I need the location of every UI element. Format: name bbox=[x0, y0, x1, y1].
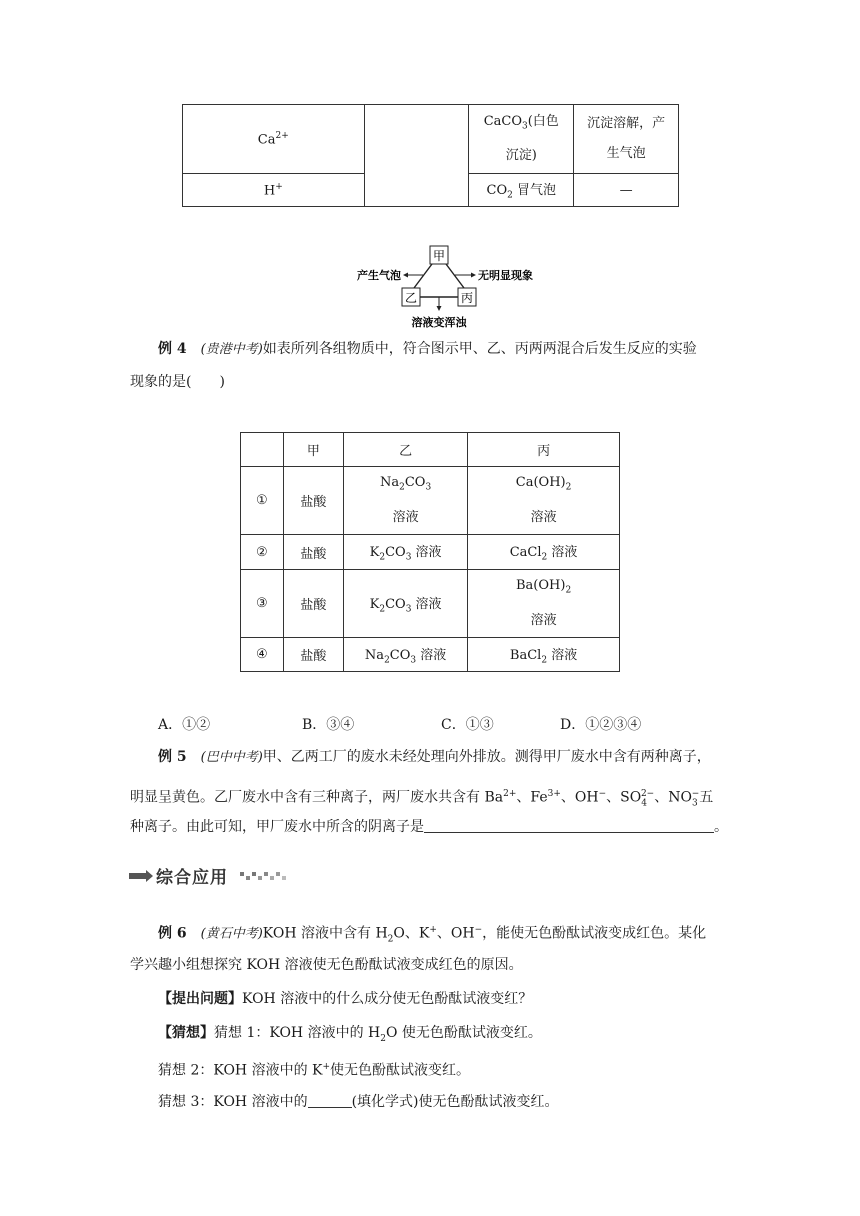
ion-table bbox=[182, 104, 679, 207]
question-line: 【提出问题】KOH 溶液中的什么成分使无色酚酞试液变红？ bbox=[158, 991, 533, 1007]
header-cell bbox=[241, 433, 284, 467]
box-jia-label: 甲 bbox=[432, 249, 446, 263]
row-number: ④ bbox=[241, 638, 284, 672]
guess-3-blank[interactable] bbox=[308, 1089, 352, 1108]
ion-cell: $Ca^{2+}$ bbox=[183, 105, 365, 174]
option-d[interactable]: D．①②③④ bbox=[560, 717, 642, 733]
header-cell: 乙 bbox=[344, 433, 468, 467]
example-5-line1: 例 5 (巴中中考)甲、乙两工厂的废水未经处理向外排放。测得甲厂废水中含有两种离子， bbox=[158, 749, 711, 765]
row-number: ② bbox=[241, 535, 284, 570]
reaction-cell: $CO_2$ 冒气泡 bbox=[469, 174, 574, 207]
table-cell: $K_2CO_3$ 溶液 bbox=[344, 570, 468, 638]
example-4-line2: 现象的是( ) bbox=[130, 374, 225, 390]
box-yi-label: 乙 bbox=[404, 291, 418, 305]
example-5-line2: 明显呈黄色。乙厂废水中含有三种离子，两厂废水共含有 $Ba^{2+}$、$Fe^{3+}$、OH−、$SO_4^{2-}$、$NO_3^-$五 bbox=[130, 789, 714, 809]
section-banner bbox=[122, 862, 292, 888]
option-b[interactable]: B．③④ bbox=[302, 717, 355, 733]
table-cell: 盐酸 bbox=[283, 535, 343, 570]
reaction-cell: 沉淀溶解，产 生气泡 bbox=[574, 105, 679, 174]
guess-2-line: 猜想 2：KOH 溶液中的 K+使无色酚酞试液变红。 bbox=[158, 1062, 471, 1079]
example-4-table bbox=[240, 432, 620, 672]
answer-blank[interactable] bbox=[424, 814, 714, 833]
reaction-cell: — bbox=[574, 174, 679, 207]
guess-3-line: 猜想 3：KOH 溶液中的 (填化学式)使无色酚酞试液变红。 bbox=[158, 1088, 559, 1116]
example-5-line3: 种离子。由此可知，甲厂废水中所含的阴离子是 。 bbox=[130, 813, 728, 841]
option-c[interactable]: C．①③ bbox=[441, 717, 494, 733]
option-a[interactable]: A．①② bbox=[158, 717, 211, 733]
table-cell: CaCl$_2$ 溶液 bbox=[468, 535, 620, 570]
table-cell: $Ba(OH)_2$ 溶液 bbox=[468, 570, 620, 638]
reaction-diagram bbox=[340, 242, 540, 332]
table-cell: 盐酸 bbox=[283, 638, 343, 672]
example-6-line1: 例 6 (黄石中考)KOH 溶液中含有 $H_2O$、K+、OH−，能使无色酚酞试液变成红色。某化 bbox=[158, 925, 707, 945]
table-cell: 盐酸 bbox=[283, 467, 343, 535]
example-6-line2: 学兴趣小组想探究 KOH 溶液使无色酚酞试液变成红色的原因。 bbox=[130, 957, 523, 973]
merged-blank-cell bbox=[364, 105, 469, 207]
table-cell: BaCl$_2$ 溶液 bbox=[468, 638, 620, 672]
table-cell: $Na_2CO_3$ 溶液 bbox=[344, 638, 468, 672]
reaction-cell: CaCO$_3$(白色 沉淀) bbox=[469, 105, 574, 174]
guess-1-line: 【猜想】猜想 1：KOH 溶液中的 $H_2O$ 使无色酚酞试液变红。 bbox=[158, 1025, 542, 1044]
row-number: ③ bbox=[241, 570, 284, 638]
row-number: ① bbox=[241, 467, 284, 535]
section-title: 综合应用 bbox=[156, 868, 228, 888]
box-bing-label: 丙 bbox=[460, 291, 474, 305]
example-4-line1: 例 4 (贵港中考)如表所列各组物质中，符合图示甲、乙、丙两两混合后发生反应的实验 bbox=[158, 341, 697, 357]
dots-decoration bbox=[240, 870, 290, 884]
header-cell: 甲 bbox=[283, 433, 343, 467]
label-bubbles: 产生气泡 bbox=[357, 269, 401, 282]
arrow-icon bbox=[128, 868, 154, 884]
table-cell: $Na_2CO_3$ 溶液 bbox=[344, 467, 468, 535]
ion-cell: H+ bbox=[183, 174, 365, 207]
header-cell: 丙 bbox=[468, 433, 620, 467]
table-cell: $K_2CO_3$ 溶液 bbox=[344, 535, 468, 570]
label-turbid: 溶液变浑浊 bbox=[411, 316, 467, 329]
label-no-change: 无明显现象 bbox=[478, 269, 533, 282]
table-cell: 盐酸 bbox=[283, 570, 343, 638]
table-cell: $Ca(OH)_2$ 溶液 bbox=[468, 467, 620, 535]
